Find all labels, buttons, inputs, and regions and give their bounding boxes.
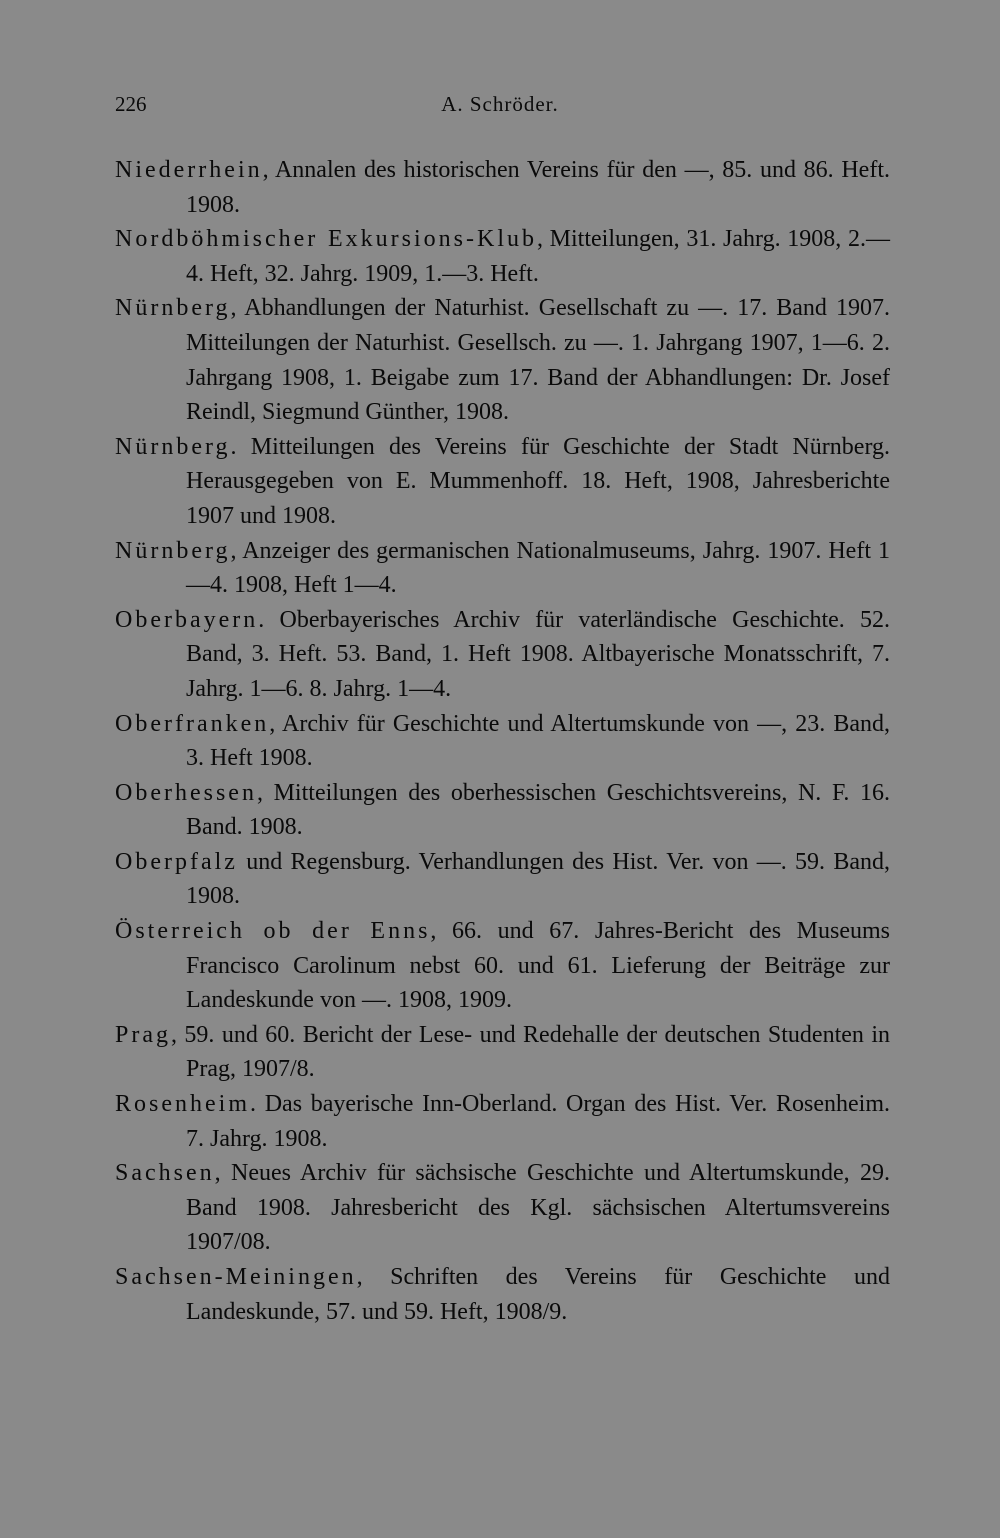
page-number: 226 xyxy=(115,92,147,116)
bibliography-entry xyxy=(115,1087,890,1156)
entry-place: Oberbayern xyxy=(115,606,259,633)
entry-text: , Archiv für Geschichte und Altertumskunde von —, 23. Band, 3. Heft 1908. xyxy=(186,710,890,772)
entry-place: Nordböhmischer Exkursions-Klub xyxy=(115,226,537,253)
entry-text: , Anzeiger des germanischen Nationalmuseums, Jahrg. 1907. Heft 1—4. 1908, Heft 1—4. xyxy=(186,537,890,599)
entry-text: , Annalen des historischen Vereins für den —, 85. und 86. Heft. 1908. xyxy=(186,157,890,218)
entry-text: . Oberbayerisches Archiv für vaterländische Geschichte. 52. Band, 3. Heft. 53. Band, 1. Heft 1908. Altbayerische Monatsschrift, 7. Jahrg. 1—6. 8. Jahrg. 1—4. xyxy=(186,606,890,702)
entry-place: Niederrhein xyxy=(115,157,263,183)
entry-place: Nürnberg xyxy=(115,295,231,322)
bibliography-entry xyxy=(115,1260,890,1329)
bibliography-entry xyxy=(115,707,890,776)
entry-text: , Mitteilungen, 31. Jahrg. 1908, 2.—4. Heft, 32. Jahrg. 1909, 1.—3. Heft. xyxy=(186,226,890,287)
bibliography-entry xyxy=(115,222,890,291)
entry-place: Nürnberg xyxy=(115,537,231,564)
entry-text: . Mitteilungen des Vereins für Geschichte der Stadt Nürnberg. Herausgegeben von E. Mummenhoff. 18. Heft, 1908, Jahresberichte 1907 und 1908. xyxy=(186,433,890,529)
entry-text: , Neues Archiv für sächsische Geschichte und Altertumskunde, 29. Band 1908. Jahresbericht des Kgl. sächsischen Altertumsvereins 1907/08. xyxy=(186,1160,890,1256)
entry-text: , Abhandlungen der Naturhist. Gesellschaft zu —. 17. Band 1907. Mitteilungen der Naturhist. Gesellsch. zu —. 1. Jahrgang 1907, 1—6. 2. Jahrgang 1908, 1. Beigabe zum 17. Band der Abhandlungen: Dr. Josef Reindl, Siegmund Günther, 1908. xyxy=(186,295,890,426)
entry-place: Oberhessen xyxy=(115,779,257,806)
entry-text: , 59. und 60. Bericht der Lese- und Redehalle der deutschen Studenten in Prag, 1907/8. xyxy=(171,1021,890,1083)
entry-place: Oberpfalz xyxy=(115,848,238,875)
bibliography-entry xyxy=(115,1018,890,1087)
bibliography-entry xyxy=(115,291,890,429)
entry-text: . Das bayerische Inn-Oberland. Organ des Hist. Ver. Rosenheim. 7. Jahrg. 1908. xyxy=(186,1091,890,1152)
entry-text: und Regensburg. Verhandlungen des Hist. Ver. von —. 59. Band, 1908. xyxy=(186,848,890,910)
bibliography-entry xyxy=(115,776,890,845)
entry-text: , Mitteilungen des oberhessischen Geschichtsvereins, N. F. 16. Band. 1908. xyxy=(186,779,890,841)
entry-place: Sachsen xyxy=(115,1160,215,1187)
bibliography-entry xyxy=(115,430,890,534)
bibliography-entry xyxy=(115,603,890,707)
page-header xyxy=(115,92,885,122)
entry-text: , 66. und 67. Jahres-Bericht des Museums Francisco Carolinum nebst 60. und 61. Lieferung der Beiträge zur Landeskunde von —. 1908, 1909. xyxy=(186,918,890,1014)
bibliography-entry xyxy=(115,1156,890,1260)
entry-place: Rosenheim xyxy=(115,1091,250,1118)
entry-place: Oberfranken xyxy=(115,710,270,737)
bibliography-entry xyxy=(115,534,890,603)
bibliography-entry xyxy=(115,914,890,1018)
entry-place: Österreich ob der Enns xyxy=(115,918,431,945)
entry-place: Nürnberg xyxy=(115,433,231,460)
entry-place: Prag xyxy=(115,1021,171,1048)
bibliography-entry xyxy=(115,153,890,222)
bibliography-list xyxy=(115,153,890,1329)
entry-place: Sachsen-Meiningen xyxy=(115,1264,357,1290)
entry-text: , Schriften des Vereins für Geschichte und Landeskunde, 57. und 59. Heft, 1908/9. xyxy=(186,1264,890,1325)
bibliography-entry xyxy=(115,845,890,914)
running-head: A. Schröder. xyxy=(441,92,559,116)
